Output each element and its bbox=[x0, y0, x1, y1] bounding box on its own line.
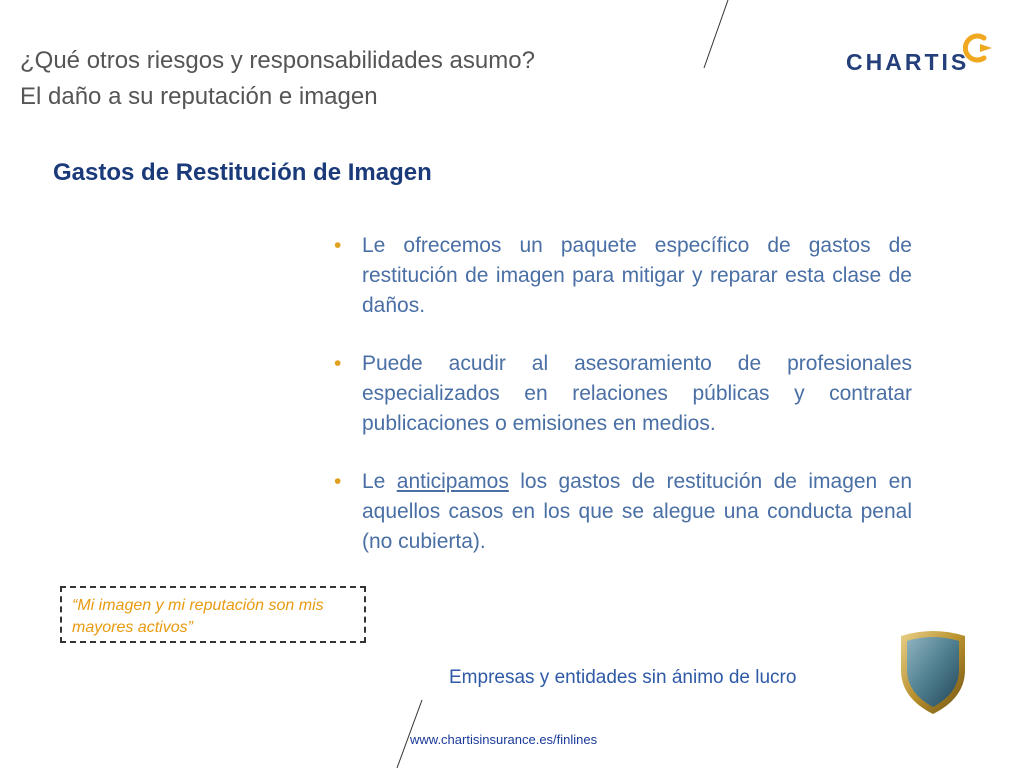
bullet-dot: • bbox=[334, 470, 342, 493]
decorative-line-top bbox=[700, 0, 730, 70]
bullet-suffix: los gastos de restitución de imagen en aquellos casos en los que se alegue una conducta penal (no cubierta). bbox=[362, 470, 912, 553]
bullet-item bbox=[334, 349, 912, 439]
chartis-logo bbox=[846, 30, 996, 80]
bullet-dot: • bbox=[334, 234, 342, 257]
chartis-c-mark-icon bbox=[958, 30, 994, 66]
bullet-dot: • bbox=[334, 352, 342, 375]
footer-url-link[interactable]: www.chartisinsurance.es/finlines bbox=[410, 732, 598, 747]
bullet-item bbox=[334, 467, 912, 557]
page-title-line-2: El daño a su reputación e imagen bbox=[20, 83, 378, 110]
bullet-text: Le ofrecemos un paquete específico de gastos de restitución de imagen para mitigar y reparar esta clase de daños. bbox=[362, 234, 912, 317]
logo-text: CHARTIS bbox=[846, 49, 970, 75]
bullet-list bbox=[334, 231, 912, 585]
segment-label: Empresas y entidades sin ánimo de lucro bbox=[449, 667, 797, 688]
quote-box bbox=[60, 586, 366, 643]
page-title-line-1: ¿Qué otros riesgos y responsabilidades asumo? bbox=[20, 47, 535, 74]
shield-icon bbox=[897, 630, 969, 716]
bullet-emphasis: anticipamos bbox=[396, 470, 509, 493]
bullet-prefix: Le bbox=[362, 470, 386, 493]
section-subtitle: Gastos de Restitución de Imagen bbox=[53, 159, 432, 186]
bullet-text: Puede acudir al asesoramiento de profesionales especializados en relaciones públicas y contratar publicaciones o emisiones en medios. bbox=[362, 352, 912, 435]
bullet-item bbox=[334, 231, 912, 321]
quote-text: “Mi imagen y mi reputación son mis mayores activos” bbox=[72, 597, 324, 636]
